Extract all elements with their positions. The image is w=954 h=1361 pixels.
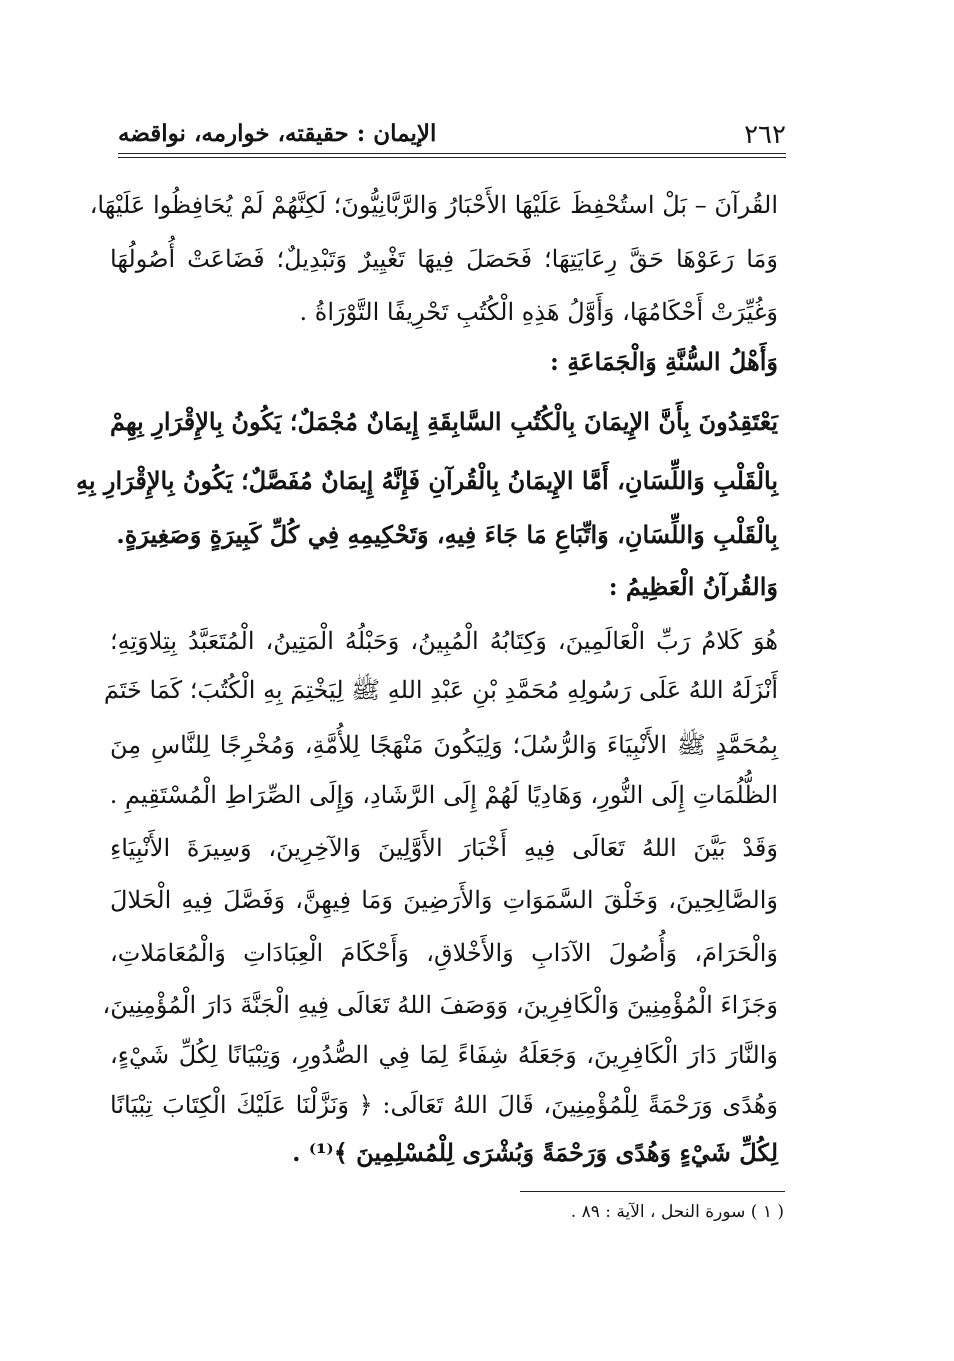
text-line: وَجَزَاءَ الْمُؤْمِنِينَ وَالْكَافِرِينَ، وَوَصَفَ اللهُ تَعَالَى فِيهِ الْجَنَّةَ دَارَ الْمُؤْمِنِينَ، [102, 991, 778, 1019]
footnote: ( ١ ) سورة النحل ، الآية : ٨٩ . [570, 1202, 784, 1222]
text-line: وَهُدًى وَرَحْمَةً لِلْمُؤْمِنِينَ، قَالَ اللهُ تَعَالَى: ﴿ وَنَزَّلْنَا عَلَيْكَ الْكِتَابَ تِبْيَانًا [110, 1091, 778, 1119]
text-line: وَقَدْ بَيَّنَ اللهُ تَعَالَى فِيهِ أَخْبَارَ الأَوَّلِينَ وَالآخِرِينَ، وَسِيرَةَ الأَنْبِيَاءِ [110, 834, 778, 862]
footnote-rule [520, 1191, 785, 1192]
header-rule [118, 153, 786, 154]
page-header [118, 108, 786, 152]
text-line: لِكُلِّ شَيْءٍ وَهُدًى وَرَحْمَةً وَبُشْرَى لِلْمُسْلِمِينَ ﴾⁽¹⁾ . [292, 1138, 778, 1167]
page-number: ٢٦٢ [744, 120, 786, 150]
text-line: وَمَا رَعَوْهَا حَقَّ رِعَايَتِهَا؛ فَحَصَلَ فِيهَا تَغْيِيرٌ وَتَبْدِيلٌ؛ فَضَاعَتْ أُصُولُهَا [110, 245, 778, 273]
text-line: بِالْقَلْبِ وَاللِّسَانِ، أَمَّا الإِيمَانُ بِالْقُرآنِ فَإِنَّهُ إِيمَانٌ مُفَصَّلٌ؛ يَكُونُ بِالإِقْرَارِ بِهِ [75, 466, 778, 495]
text-line: الظُّلُمَاتِ إِلَى النُّورِ، وَهَادِيًا لَهُمْ إِلَى الرَّشَادِ، وَإِلَى الصِّرَاطِ الْمُسْتَقِيمِ . [109, 781, 778, 809]
running-title: الإيمان : حقيقته، خوارمه، نواقضه [118, 120, 437, 147]
text-line: بِمُحَمَّدٍ ﷺ الأَنْبِيَاءَ وَالرُّسُلَ؛ وَلِيَكُونَ مَنْهَجًا لِلأُمَّةِ، وَمُخْرِجًا لِلنَّاسِ مِنَ [110, 731, 778, 759]
text-line: يَعْتَقِدُونَ بِأَنَّ الإِيمَانَ بِالْكُتُبِ السَّابِقَةِ إِيمَانٌ مُجْمَلٌ؛ يَكُونُ بِالإِقْرَارِ بِهِمْ [110, 407, 778, 436]
text-line: القُرآنَ – بَلْ استُحْفِظَ عَلَيْهَا الأَحْبَارُ وَالرَّبَّانِيُّونَ؛ لَكِنَّهُمْ لَمْ يُحَافِظُوا عَلَيْهَا، [89, 191, 778, 219]
text-line: أَنْزَلَهُ اللهُ عَلَى رَسُولِهِ مُحَمَّدِ بْنِ عَبْدِ اللهِ ﷺ لِيَخْتِمَ بِهِ الْكُتُبَ؛ كَمَا خَتَمَ [103, 676, 778, 704]
text-line: وَغُيِّرَتْ أَحْكَامُهَا، وَأَوَّلُ هَذِهِ الْكُتُبِ تَحْرِيفًا التَّوْرَاةُ . [299, 298, 778, 326]
header-rule-inner [118, 157, 786, 158]
text-line: هُوَ كَلامُ رَبِّ الْعَالَمِينَ، وَكِتَابُهُ الْمُبِينُ، وَحَبْلُهُ الْمَتِينُ، الْمُتَعَبَّدُ بِتِلاوَتِهِ؛ [110, 627, 778, 655]
section-heading: وَأَهْلُ السُّنَّةِ وَالْجَمَاعَةِ : [550, 347, 778, 376]
text-line: وَالنَّارَ دَارَ الْكَافِرِينَ، وَجَعَلَهُ شِفَاءً لِمَا فِي الصُّدُورِ، وَتِبْيَانًا لِكُلِّ شَيْءٍ، [110, 1041, 778, 1069]
text-line: وَالْحَرَامَ، وَأُصُولَ الآدَابِ وَالأَخْلاقِ، وَأَحْكَامَ الْعِبَادَاتِ وَالْمُعَامَلاتِ، [110, 939, 778, 967]
text-line: بِالْقَلْبِ وَاللِّسَانِ، وَاتِّبَاعِ مَا جَاءَ فِيهِ، وَتَحْكِيمِهِ فِي كُلِّ كَبِيرَةٍ وَصَغِيرَةٍ. [116, 520, 778, 549]
text-line: وَالصَّالِحِينَ، وَخَلْقَ السَّمَوَاتِ وَالأَرَضِينَ وَمَا فِيهِنَّ، وَفَصَّلَ فِيهِ الْحَلالَ [110, 886, 778, 914]
section-heading: وَالقُرآنُ الْعَظِيمُ : [608, 572, 778, 601]
